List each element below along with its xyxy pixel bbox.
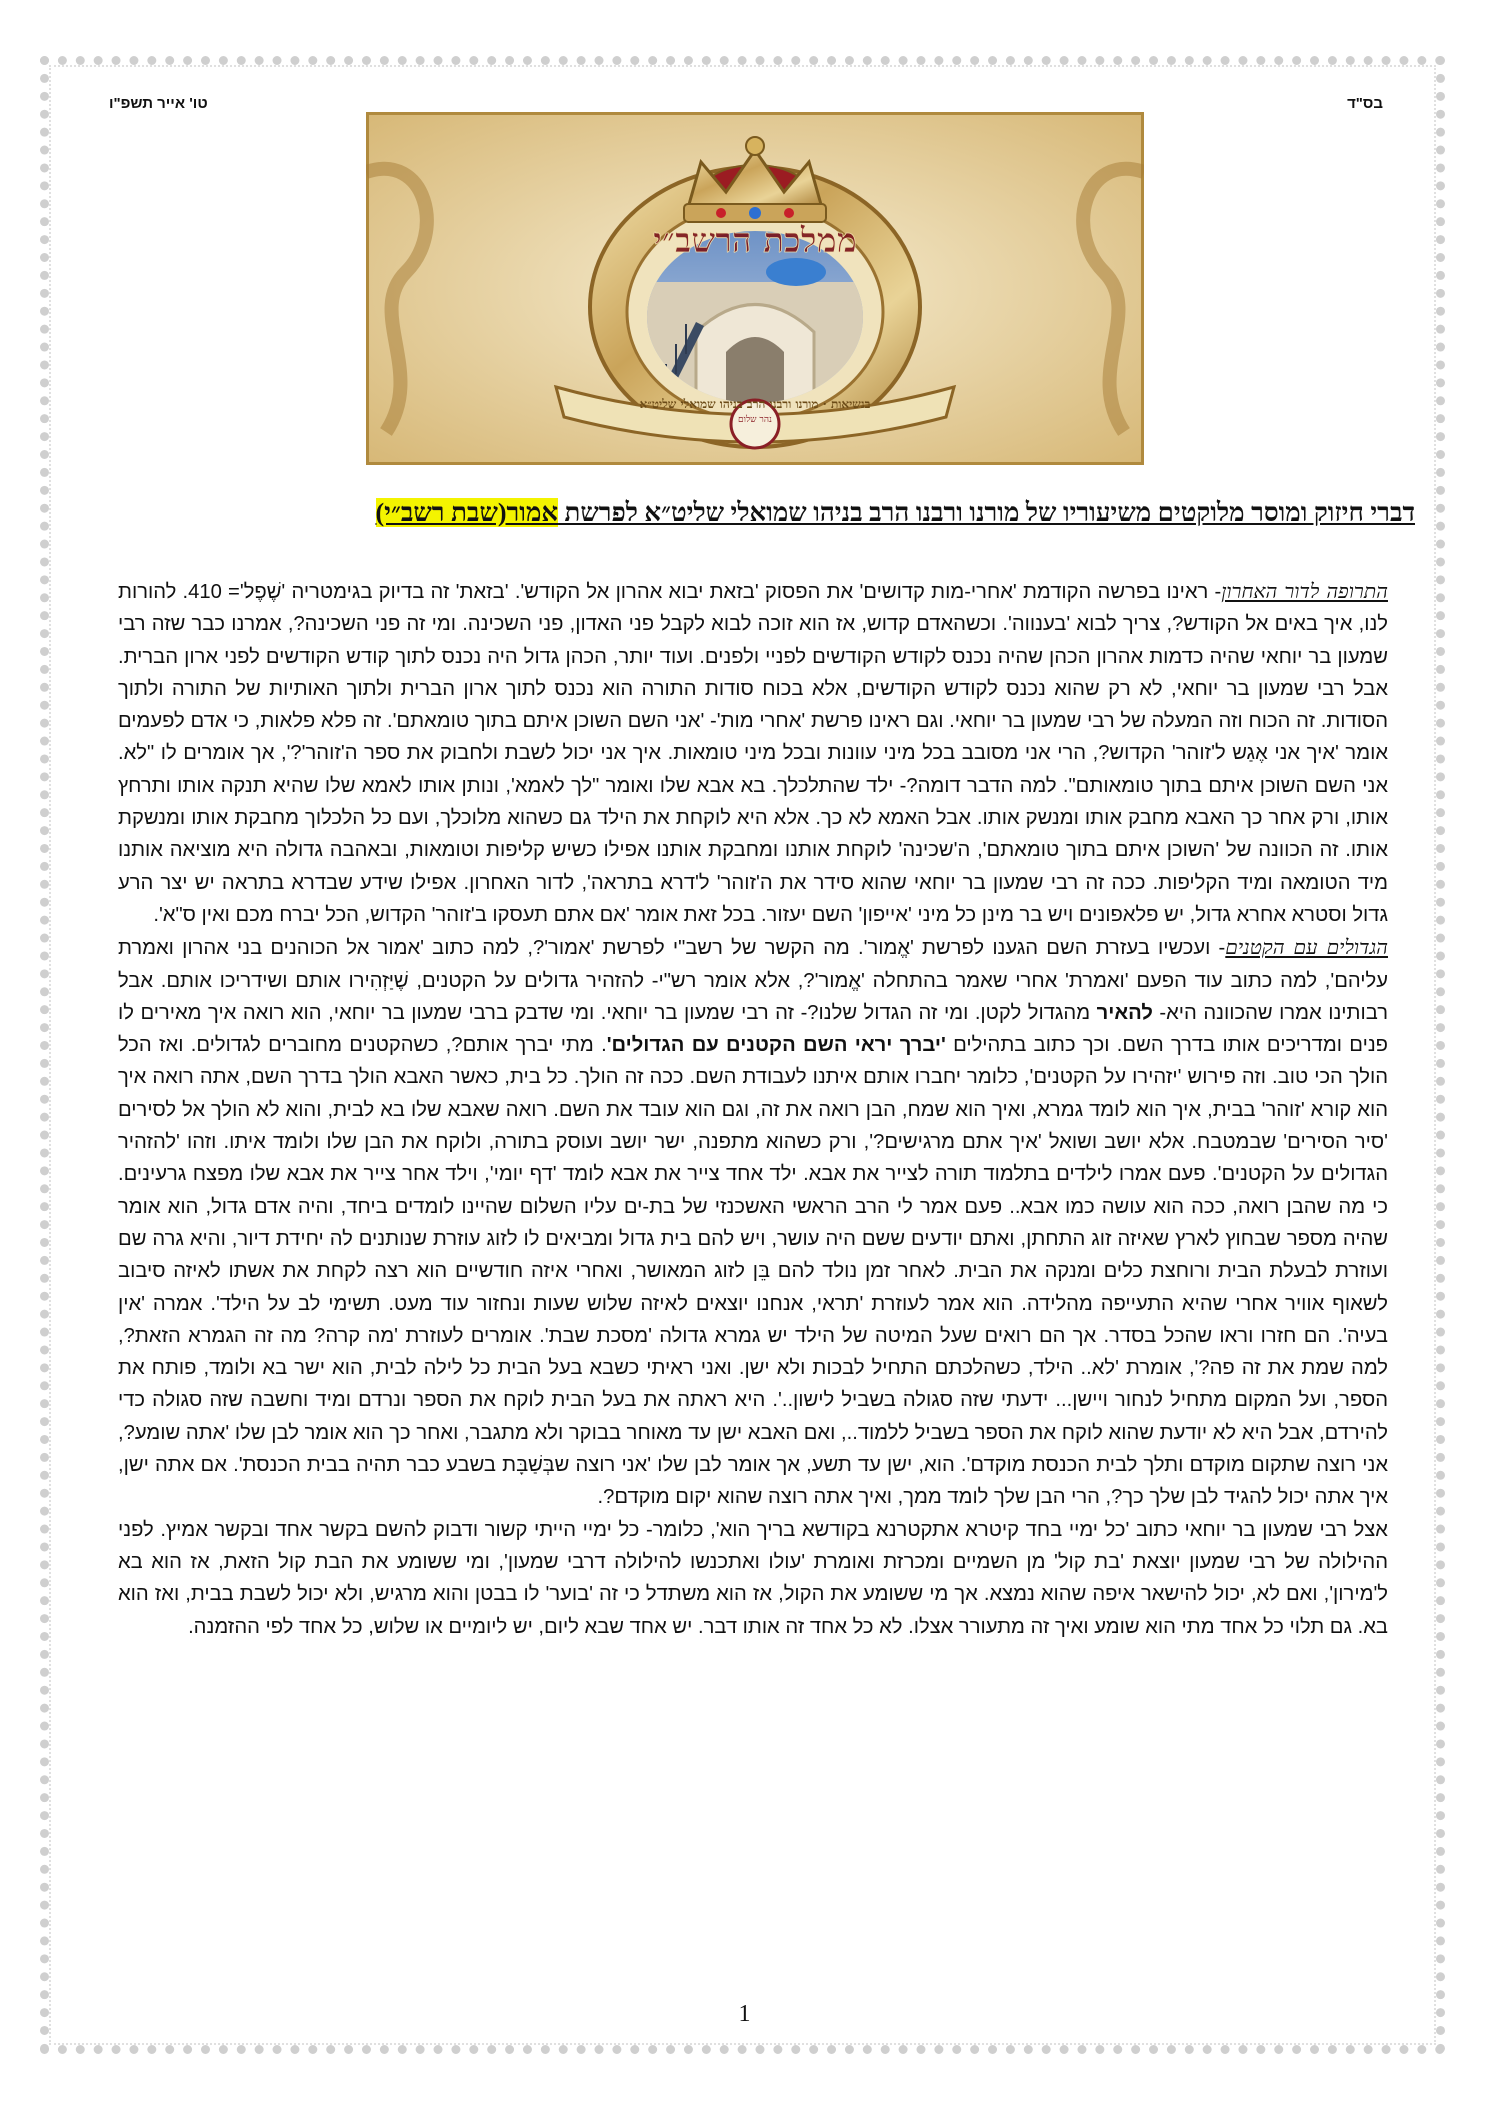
header-date: טו' אייר תשפ"ו — [109, 95, 208, 112]
banner-image — [366, 112, 1144, 465]
title-main: דברי חיזוק ומוסר מלוקטים משיעוריו של מורנו ורבנו הרב בניהו שמואלי שליט״א לפרשת — [558, 498, 1415, 527]
page-title — [74, 498, 1415, 528]
title-parasha: אמור — [506, 498, 559, 527]
paragraph-2-text-c: . מתי יברך אותם?, כשהקטנים מחוברים לגדולים. ואז הכל הולך הכי טוב. וזה פירוש 'יזהירו על הקטנים', כלומר יחברו אותם איתנו לעבודת השם. ככה זה הולך. כל בית, כאשר האבא הולך בדרך השם, אתה רואה איך הוא קורא 'זוהר' בבית, איך הוא לומד גמרא, ואיך הוא שמח, הבן רואה את זה, וגם הוא עובד את השם. רואה שאבא שלו בא לבית, והוא לא הולך אל לסירים 'סיר הסירים' שבמטבח. אלא יושב ושואל 'איך אתם מרגישים?', ורק כשהוא מתפנה, ישר יושב ועוסק בתורה, ולוקח את הבן שלו ולומד איתו. וזהו 'להזהיר הגדולים על הקטנים'. פעם אמרו לילדים בתלמוד תורה לצייר את אבא. ילד אחד צייר את אבא לומד 'דף יומי', וילד אחר צייר את אבא שלו מפצח גרעינים. כי מה שהבן רואה, ככה הוא עושה כמו אבא.. פעם אמר לי הרב הראשי האשכנזי של בת-ים עליו השלום שהיינו לומדים ביחד, והיה אדם גדול, הוא אומר שהיה מספר שבחוץ לארץ שאיזה זוג התחתן, ואתם יודעים ששם היה עושר, ויש להם בית גדול ומביאים לו לזוג עוזרת שנותנים לה יחידת דיור, והיא גרה שם ועוזרת לבעלת הבית ורוחצת כלים ומנקה את הבית. לאחר זמן נולד להם בֵּן לזוג המאושר, ואחרי איזה חודשיים הוא רצה לקחת את אשתו לאיזה סיבוב לשאוף אוויר אחרי שהיא התעייפה מהלידה. הוא אמר לעוזרת 'תראי, אנחנו יוצאים לאיזה שלוש שעות ונחזור עוד מעט. תשימי לב על הילד'. אמרה 'אין בעיה'. הם חזרו וראו שהכל בסדר. אך הם רואים שעל המיטה של הילד יש גמרא גדולה 'מסכת שבת'. אומרים לעוזרת 'מה קרה? מה זה הגמרא הזאת?, למה שמת את זה פה?', אומרת 'לא.. הילד, כשהלכתם התחיל לבכות ולא ישן. ואני ראיתי כשבא בעל הבית כל לילה לבית, הוא ישר בא ולומד, פותח את הספר, ועל המקום מתחיל לנחור ויישן... ידעתי שזה סגולה בשביל לישון..'. היא ראתה את בעל הבית לוקח את הספר ונרדם ומיד וחשבה שזה סגולה כדי להירדם, אבל היא לא יודעת שהוא לוקח את הספר בשביל ללמוד.., ואם האבא ישן עד מאוחר בבוקר ולא מתגבר, ואחר כך הוא אומר לבן שלו 'אתה שומע?, אני רוצה שתקום מוקדם ותלך לבית הכנסת מוקדם'. הוא, ישן עד תשע, אך אומר לבן שלו 'אני רוצה שבְּשַׁבָּת בשבע כבר תהיה בבית הכנסת'. אם אתה ישן, איך אתה יכול להגיד לבן שלך כך?, הרי הבן שלך לומד ממך, ואיך אתה רוצה שהוא יקום מוקדם?. — [118, 1034, 1388, 1509]
banner-caption: בנשיאות · מורנו ורבנו הרב בניהו שמואלי שליט״א — [639, 397, 871, 411]
paragraph-1 — [118, 575, 1388, 931]
paragraph-1-text: - ראינו בפרשה הקודמת 'אחרי-מות קדושים' את הפסוק 'בזאת יבוא אהרון אל הקודש'. 'בזאת' זה בדיוק בגימטריה 'שֶׁפֶל'= 410. להורות לנו, איך באים אל הקודש?, צריך לבוא 'בענווה'. וכשהאדם קדוש, אז הוא זוכה לבוא לקבל פני האדון, פני השכינה. ומי זה פני השכינה?, אמרנו כבר שזה רבי שמעון בר יוחאי שהיה כדמות אהרון הכהן שהיה נכנס לקודש הקודשים לפניי ולפנים. ועוד יותר, הכהן גדול היה נכנס לתוך קודש הקודשים לפני ארון הברית. אבל רבי שמעון בר יוחאי, לא רק שהוא נכנס לקודש הקודשים, אלא בכוח סודות התורה הוא נכנס לתוך ארון הברית ולתוך האותיות של התורה ולתוך הסודות. זה הכוח וזה המעלה של רבי שמעון בר יוחאי. וגם ראינו פרשת 'אחרי מות'- 'אני השם השוכן איתם בתוך טומאתם'. זה פלא פלאות, כי אדם לפעמים אומר 'איך אני אֶגַש ל'זוהר' הקדוש?, הרי אני מסובב בכל מיני עוונות ובכל מיני טומאות. איך אני יכול לשבת ולחבוק את ספר ה'זוהר'?', אך אומרים לו "לא. אני השם השוכן איתם בתוך טומאותם". למה הדבר דומה?- ילד שהתלכלך. בא אבא שלו ואומר "לך לאמא', ונותן אותו לאמא שלו שהיא תנקה אותו ותרחץ אותו, ורק אחר כך האבא מחבק אותו ומנשק אותו. אבל האמא לא כך. אלא היא לוקחת את הילד גם כשהוא מלוכלך, ועם כל הלכלוך מחבקת אותו ומנשקת אותו. זה הכוונה של 'השוכן איתם בתוך טומאתם', ה'שכינה' לוקחת אותנו ומחבקת אותנו אפילו כשיש קליפות וטומאות, ובאהבה גדולה היא מוציאה אותנו מיד הטומאה ומיד הקליפות. ככה זה רבי שמעון בר יוחאי שהוא סידר את ה'זוהר' ל'דרא בתראה', לדור האחרון. אפילו שידע שבדרא בתראה יש יצר הרע גדול וסטרא אחרא גדול, יש פלאפונים ויש בר מינן כל מיני 'אייפון' השם יעזור. בכל זאת אומר 'אם אתם תעסקו ב'זוהר' הקדוש, הכל יברח מכם ואין ס"א'. — [118, 581, 1388, 926]
paragraph-3 — [118, 1514, 1388, 1643]
paragraph-2-bold-1: להאיר — [1096, 1001, 1153, 1024]
banner-title-art: ממלכת הרשב״י — [653, 221, 857, 261]
page-number: 1 — [738, 2001, 751, 2027]
paragraph-2-bold-2: 'יברך יראי השם הקטנים עם הגדולים' — [606, 1034, 946, 1057]
paragraph-2 — [118, 931, 1388, 1513]
banner-seal: נהר שלום — [738, 415, 772, 425]
header-bsd: בס"ד — [1347, 95, 1383, 112]
section-heading-1: התרופה לדור האחרון — [1221, 579, 1388, 603]
title-highlight: (שבת רשב״י) — [375, 498, 507, 527]
article-body — [118, 575, 1388, 1643]
paragraph-2-text-a: - ועכשיו בעזרת השם הגענו לפרשת 'אֱמור'. מה הקשר של רשב"י לפרשת 'אמור'?, למה כתוב 'אמור אל הכוהנים בני אהרון ואמרת עליהם', למה כתוב עוד הפעם 'ואמרת' אחרי שאמר בהתחלה 'אֱמור'?, אלא אומר רש"י- להזהיר גדולים על הקטנים, שֶׁיַּזְהִירו אותם ושידריכו אותם. אבל רבותינו אמרו שהכוונה היא- — [118, 937, 1388, 1024]
paragraph-2-text-b: מהגדול לקטן. ומי זה הגדול שלנו?- זה רבי שמעון בר יוחאי. ומי שדבק ברבי שמעון בר יוחאי, הוא רואה איך מאירים לו פנים ומדריכים אותו בדרך השם. וכך כתוב בתהילים — [118, 1001, 1388, 1057]
section-heading-2: הגדולים עם הקטנים — [1225, 935, 1388, 960]
paragraph-3-text: אצל רבי שמעון בר יוחאי כתוב 'כל ימיי בחד קיטרא אתקטרנא בקודשא בריך הוא', כלומר- כל ימיי הייתי קשור ודבוק להשם בקשר אחד ובקשר אמיץ. לפני ההילולה של רבי שמעון יוצאת 'בת קול' מן השמיים ומכרזת ואומרת 'עולו ואתכנשו להילולה דרבי שמעון', ומי ששומע את הבת קול הזאת, אז הוא בא ל'מירון', ואם לא, יכול להישאר איפה שהוא נמצא. אך מי ששומע את הקול, אז הוא משתדל כי זה 'בוער' לו בבטן והוא מרגיש, ולא יכול לשבת בבית, ואז הוא בא. גם תלוי כל אחד מתי הוא שומע ואיך זה מתעורר אצלו. לא כל אחד זה אותו דבר. יש אחד שבא ליום, יש ליומיים או שלוש, כל אחד לפי ההזמנה. — [118, 1518, 1388, 1638]
